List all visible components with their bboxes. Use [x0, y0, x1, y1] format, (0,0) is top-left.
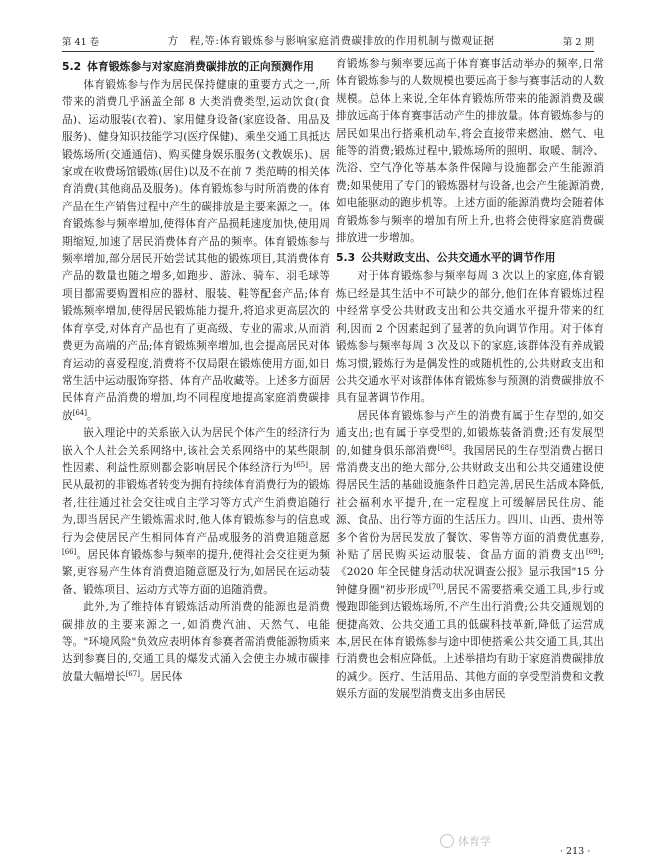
section-heading-5-2: [62, 58, 330, 75]
page-number: · 213 ·: [560, 846, 591, 857]
section-title: 公共财政支出、公共交通水平的调节作用: [361, 251, 556, 265]
citation[interactable]: [67]: [125, 669, 140, 678]
citation[interactable]: [70]: [428, 582, 444, 591]
volume-label: 第 41 卷: [62, 37, 100, 48]
section-number: 5.2: [62, 60, 82, 73]
paragraph: 对于体育锻炼参与频率每周 3 次以上的家庭,体育锻炼已经是其生活中不可缺少的部分,他们在体育锻炼过程中经常享受公共财政支出和公共交通水平提升带来的红利,因而 2 个因素起到了显著的负向调节作用。对于体育锻炼参与频率每周 3 次及以下的家庭,该群体没有养成锻炼习惯,锻炼行为是偶发性的或随机性的,公共财政支出和公共交通水平对该群体体育锻炼参与预测的消费碳排放不具有显著调节作用。: [336, 270, 604, 405]
citation[interactable]: [64]: [72, 408, 87, 417]
watermark: [440, 833, 491, 849]
issue-label: 第 2 期: [562, 37, 594, 48]
paragraph: 体育锻炼参与作为居民保持健康的重要方式之一,所带来的消费几乎涵盖全部 8 大类消费类型,运动饮食(食品)、运动服装(衣着)、家用健身设备(家庭设备、用品及服务)、健身知识技能学习(医疗保健)、乘坐交通工具抵达锻炼场所(交通通信)、购买健身娱乐服务(文教娱乐)、居家或在收费场馆锻炼(居住)以及不在前 7 类范畴的相关体育消费(其他商品及服务)。体育锻炼参与时所消费的体育产品在生产销售过程中产生的碳排放是主要来源之一。体育锻炼参与频率增加,使得体育产品损耗速度加快,使用周期缩短,加速了居民消费体育产品的频率。体育锻炼参与频率增加,部分居民开始尝试其他的锻炼项目,其消费体育产品的数量也随之增多,如跑步、游泳、骑车、羽毛球等项目都需要购置相应的器材、服装、鞋等配套产品;体育锻炼频率增加,使得居民锻炼能力提升,将追求更高层次的体育享受,对体育产品也有了更高级、专业的需求,从而消费更为高端的产品;体育锻炼频率增加,也会提高居民对体育运动的喜爱程度,消费将不仅局限在锻炼使用方面,如日常生活中运动服饰穿搭、体育产品收藏等。上述多方面居民体育产品消费的增加,均不同程度地提高家庭消费碳排放[64]。: [62, 79, 330, 422]
paragraph: 此外,为了维持体育锻炼活动所消费的能源也是消费碳排放的主要来源之一,如消费汽油、天然气、电能等。"环境风险"负效应表明体育参赛者需消费能源物质来达到参赛目的,交通工具的爆发式涌入会使主办城市碳排放量大幅增长[67]。居民体: [62, 601, 330, 683]
section-number: 5.3: [336, 251, 356, 265]
section-heading-5-3: [336, 249, 604, 266]
citation[interactable]: [69]: [586, 547, 601, 556]
watermark-text: 体育学: [458, 835, 491, 848]
watermark-logo-icon: [440, 834, 454, 848]
right-column: [336, 56, 604, 704]
citation[interactable]: [68]: [437, 443, 452, 452]
citation[interactable]: [65]: [293, 460, 308, 469]
left-column: [62, 56, 330, 686]
citation[interactable]: [66]: [62, 547, 77, 556]
paragraph: 嵌入理论中的关系嵌入认为居民个体产生的经济行为嵌入个人社会关系网络中,该社会关系网络中的某些限制性因素、利益性原则都会影响居民个体经济行为[65]。居民从最初的非锻炼者转变为拥有持续体育消费行为的锻炼者,往往通过社会交往或自主学习等方式产生消费追随行为,即当居民产生锻炼需求时,他人体育锻炼参与的信息或行为会使居民产生相同体育产品或服务的消费追随意愿[66]。居民体育锻炼参与频率的提升,使得社会交往更为频繁,更容易产生体育消费追随意愿及行为,如居民在运动装备、锻炼项目、运动方式等方面的追随消费。: [62, 427, 331, 596]
running-title: 方 程,等:体育锻炼参与影响家庭消费碳排放的作用机制与微观证据: [167, 35, 495, 47]
paragraph: 居民体育锻炼参与产生的消费有属于生存型的,如交通支出;也有属于享受型的,如锻炼装备消费;还有发展型的,如健身俱乐部消费[68]。我国居民的生存型消费占据日常消费支出的绝大部分,公共财政支出和公共交通建设使得居民生活的基础设施条件日趋完善,居民生活成本降低,社会福利水平提升,在一定程度上可缓解居民住房、能源、食品、出行等方面的生活压力。四川、山西、贵州等多个省份为居民发放了餐饮、零售等方面的消费优惠券,补贴了居民购买运动服装、食品方面的消费支出[69];《2020 年全民健身活动状况调查公报》显示我国"15 分钟健身圈"初步形成[70],居民不需要搭乘交通工具,步行或慢跑即能到达锻炼场所,不产生出行消费;公共交通规划的便捷高效、公共交通工具的低碳科技革新,降低了运营成本,居民在体育锻炼参与途中即使搭乘公共交通工具,其出行消费也会相应降低。上述举措均有助于家庭消费碳排放的减少。医疗、生活用品、其他方面的享受型消费和文教娱乐方面的发展型消费支出多由居民: [336, 409, 605, 701]
section-title: 体育锻炼参与对家庭消费碳排放的正向预测作用: [87, 60, 314, 73]
running-header: [62, 28, 594, 52]
paragraph-continued: 育锻炼参与频率要远高于体育赛事活动举办的频率,日常体育锻炼参与的人数规模也要远高于参与赛事活动的人数规模。总体上来说,全年体育锻炼所带来的能源消费及碳排放远高于体育赛事活动产生的排放量。体育锻炼参与的居民如果出行搭乘机动车,将会直接带来燃油、燃气、电能等的消费;锻炼过程中,锻炼场所的照明、取暖、制冷、洗浴、空气净化等基本条件保障与设施都会产生能源消费;如果使用了专门的锻炼器材与设备,也会产生能源消费,如电能驱动的跑步机等。上述方面的能源消费均会随着体育锻炼参与频率的增加有所上升,也将会使得家庭消费碳排放进一步增加。: [336, 58, 604, 245]
